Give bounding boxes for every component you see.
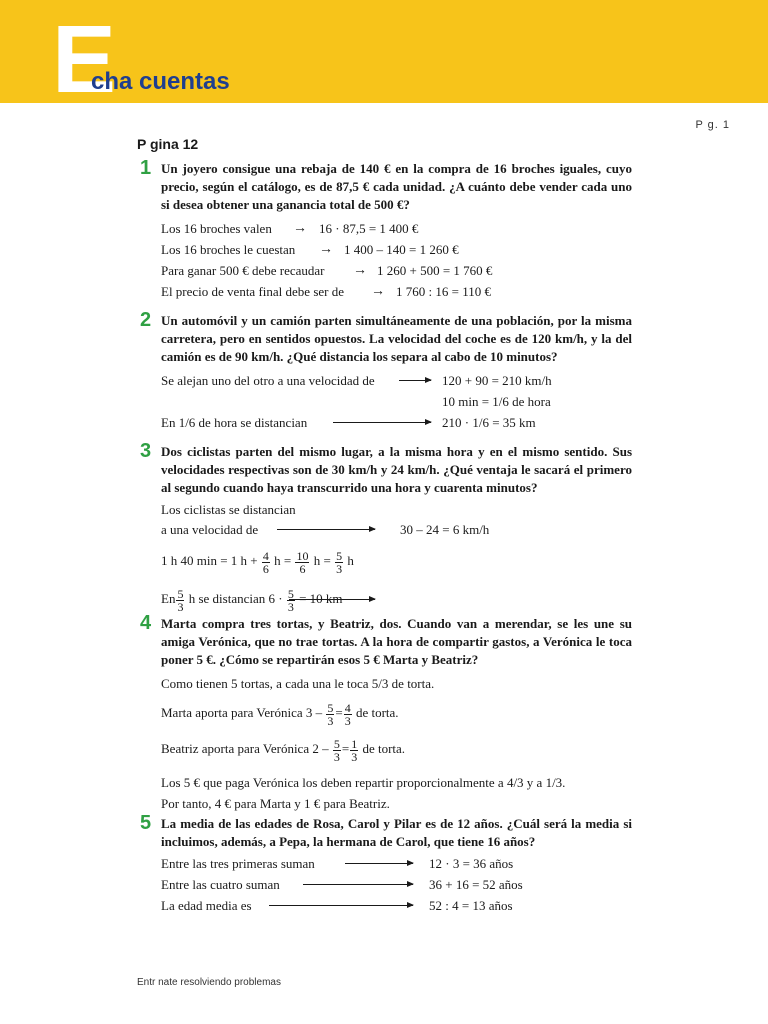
problem-number: 1 bbox=[140, 157, 152, 179]
problem-4 bbox=[140, 612, 632, 814]
answer-result: 120 + 90 = 210 km/h bbox=[442, 373, 552, 388]
result-text: 6 · bbox=[268, 591, 283, 606]
fraction bbox=[333, 738, 341, 763]
problem-statement: Dos ciclistas parten del mismo lugar, a la misma hora y en el mismo sentido. Sus velocidades respectivas son de 30 km/h y 24 km/h. ¿Qué ventaja le sacará el primero al segundo cuando haya transcurrido una hora y cuarenta minutos? bbox=[161, 444, 632, 495]
answer-text: Como tienen 5 tortas, a cada una le toca 5/3 de torta. bbox=[161, 676, 435, 691]
footer-text: Entr nate resolviendo problemas bbox=[137, 977, 281, 988]
fraction bbox=[295, 550, 309, 575]
conversion-text: 1 h 40 min = 1 h + bbox=[161, 553, 258, 568]
denominator: 3 bbox=[333, 749, 340, 764]
answer-text: Los 5 € que paga Verónica los deben repartir proporcionalmente a 4/3 y a 1/3. bbox=[161, 775, 566, 790]
problem-statement: Un joyero consigue una rebaja de 140 € en la compra de 16 broches iguales, cuyo precio, según el catálogo, es de 87,5 € cada unidad. ¿A cuánto debe vender cada uno si desea obtener una ganancia total de 500 €? bbox=[161, 161, 632, 212]
answer-word: h se distancian bbox=[188, 591, 266, 606]
answer-row bbox=[161, 281, 632, 302]
answer-row bbox=[161, 260, 632, 281]
answer-row bbox=[161, 673, 632, 694]
answer-row bbox=[161, 696, 632, 730]
answer-text bbox=[161, 586, 269, 614]
answer-word: de torta. bbox=[355, 705, 399, 720]
header-band bbox=[0, 0, 768, 113]
answer-text: Los 16 broches valen bbox=[161, 221, 272, 236]
arrow-icon: → bbox=[319, 242, 333, 257]
answer-result: 52 : 4 = 13 años bbox=[429, 898, 513, 913]
problem-2 bbox=[140, 309, 632, 433]
denominator: 3 bbox=[351, 749, 358, 764]
answer-block bbox=[161, 370, 632, 433]
problem-number: 2 bbox=[140, 309, 152, 331]
numerator: 5 bbox=[287, 586, 294, 601]
equals-sign: = bbox=[341, 741, 350, 756]
answer-text: Por tanto, 4 € para Marta y 1 € para Beatriz. bbox=[161, 796, 390, 811]
arrow-icon: → bbox=[353, 263, 367, 278]
conversion-row bbox=[161, 544, 632, 578]
equals-sign: = bbox=[335, 705, 343, 720]
answer-text: Entre las cuatro suman bbox=[161, 877, 280, 892]
denominator: 3 bbox=[327, 713, 334, 728]
answer-block bbox=[161, 853, 632, 916]
answer-text bbox=[161, 700, 399, 728]
answer-text bbox=[161, 736, 406, 764]
answer-row bbox=[161, 519, 632, 540]
answer-result: 1 760 : 16 = 110 € bbox=[396, 284, 491, 299]
answer-row bbox=[161, 370, 632, 391]
answer-row bbox=[161, 239, 632, 260]
answer-row bbox=[161, 895, 632, 916]
conversion-text: h bbox=[347, 553, 354, 568]
numerator: 5 bbox=[177, 586, 184, 601]
long-arrow-icon bbox=[269, 905, 413, 906]
problem-statement: Un automóvil y un camión parten simultáneamente de una población, por la misma carretera, pero en sentidos opuestos. La velocidad del coche es de 120 km/h, y la del camión es de 90 km/h. ¿Qué distancia los separa al cabo de 10 minutos? bbox=[161, 313, 632, 364]
answer-text: Los ciclistas se distancian bbox=[161, 502, 296, 517]
answer-text: Se alejan uno del otro a una velocidad de bbox=[161, 373, 375, 388]
problem-statement: La media de las edades de Rosa, Carol y Pilar es de 12 años. ¿Cuál será la media si incluimos, además, a Pepa, la hermana de Carol, que tiene 16 años? bbox=[161, 816, 632, 849]
answer-word: En bbox=[161, 591, 176, 606]
answer-text: El precio de venta final debe ser de bbox=[161, 284, 344, 299]
answer-row bbox=[161, 732, 632, 766]
fraction bbox=[344, 702, 352, 727]
answer-block bbox=[161, 501, 632, 616]
answer-text: Entre las tres primeras suman bbox=[161, 856, 315, 871]
denominator: 3 bbox=[177, 599, 184, 614]
problem-5 bbox=[140, 812, 632, 916]
answer-result: 16 · 87,5 = 1 400 € bbox=[319, 221, 419, 236]
answer-word: Marta aporta para Verónica 3 – bbox=[161, 705, 323, 720]
long-arrow-icon bbox=[303, 884, 413, 885]
problem-3 bbox=[140, 440, 632, 616]
problem-number: 4 bbox=[140, 612, 152, 634]
problem-1 bbox=[140, 157, 632, 302]
arrow-icon: → bbox=[371, 284, 385, 299]
section-title: P gina 12 bbox=[137, 136, 199, 152]
answer-row bbox=[161, 793, 632, 814]
long-arrow-icon bbox=[399, 380, 431, 381]
denominator: 6 bbox=[299, 561, 306, 576]
conversion-text: h = bbox=[274, 553, 292, 568]
fraction bbox=[262, 550, 270, 575]
problem-statement: Marta compra tres tortas, y Beatriz, dos. Cuando van a merendar, se les une su amiga Verónica, que no trae tortas. A la hora de compartir gastos, a Verónica le toca poner 5 €. ¿Cómo se repartirán esos 5 € Marta y Beatriz? bbox=[161, 616, 632, 667]
denominator: 3 bbox=[344, 713, 351, 728]
denominator: 3 bbox=[336, 561, 343, 576]
arrow-icon: → bbox=[293, 221, 307, 236]
numerator: 5 bbox=[336, 548, 343, 563]
answer-word: de torta. bbox=[362, 741, 406, 756]
numerator: 5 bbox=[327, 700, 334, 715]
answer-row bbox=[161, 501, 632, 519]
denominator: 6 bbox=[262, 561, 269, 576]
denominator: 3 bbox=[287, 599, 294, 614]
answer-row bbox=[161, 391, 632, 412]
answer-text: La edad media es bbox=[161, 898, 252, 913]
result-text: = 10 km bbox=[299, 591, 343, 606]
numerator: 4 bbox=[344, 700, 351, 715]
answer-block bbox=[161, 218, 632, 302]
answer-result: 12 · 3 = 36 años bbox=[429, 856, 514, 871]
fraction bbox=[335, 550, 343, 575]
problem-number: 3 bbox=[140, 440, 152, 462]
conversion-text: h = bbox=[313, 553, 331, 568]
page-title: cha cuentas bbox=[91, 68, 230, 95]
answer-word: Beatriz aporta para Verónica 2 – bbox=[161, 741, 329, 756]
title-initial: E bbox=[52, 6, 117, 113]
answer-text: Los 16 broches le cuestan bbox=[161, 242, 296, 257]
fraction bbox=[326, 702, 334, 727]
answer-result: 210 · 1/6 = 35 km bbox=[442, 415, 536, 430]
problem-number: 5 bbox=[140, 812, 152, 834]
numerator: 5 bbox=[333, 736, 340, 751]
answer-row bbox=[161, 412, 632, 433]
page-number: P g. 1 bbox=[695, 119, 730, 131]
answer-result: 30 – 24 = 6 km/h bbox=[400, 522, 490, 537]
long-arrow-icon bbox=[333, 422, 431, 423]
answer-text: a una velocidad de bbox=[161, 522, 259, 537]
answer-result: 10 min = 1/6 de hora bbox=[442, 394, 551, 409]
answer-block bbox=[161, 673, 632, 814]
answer-text: En 1/6 de hora se distancian bbox=[161, 415, 308, 430]
answer-result: 1 400 – 140 = 1 260 € bbox=[344, 242, 459, 257]
answer-row bbox=[161, 772, 632, 793]
long-arrow-icon bbox=[345, 863, 413, 864]
fraction bbox=[350, 738, 358, 763]
answer-row bbox=[161, 582, 632, 616]
answer-row bbox=[161, 853, 632, 874]
numerator: 4 bbox=[262, 548, 269, 563]
long-arrow-icon bbox=[277, 529, 375, 530]
answer-row bbox=[161, 218, 632, 239]
answer-result: 1 260 + 500 = 1 760 € bbox=[377, 263, 493, 278]
long-arrow-icon bbox=[289, 599, 375, 600]
answer-row bbox=[161, 874, 632, 895]
answer-text: Para ganar 500 € debe recaudar bbox=[161, 263, 325, 278]
fraction bbox=[287, 588, 295, 613]
numerator: 1 bbox=[351, 736, 358, 751]
fraction bbox=[176, 588, 184, 613]
time-conversion bbox=[161, 548, 354, 576]
answer-result: 36 + 16 = 52 años bbox=[429, 877, 523, 892]
numerator: 10 bbox=[296, 548, 309, 563]
